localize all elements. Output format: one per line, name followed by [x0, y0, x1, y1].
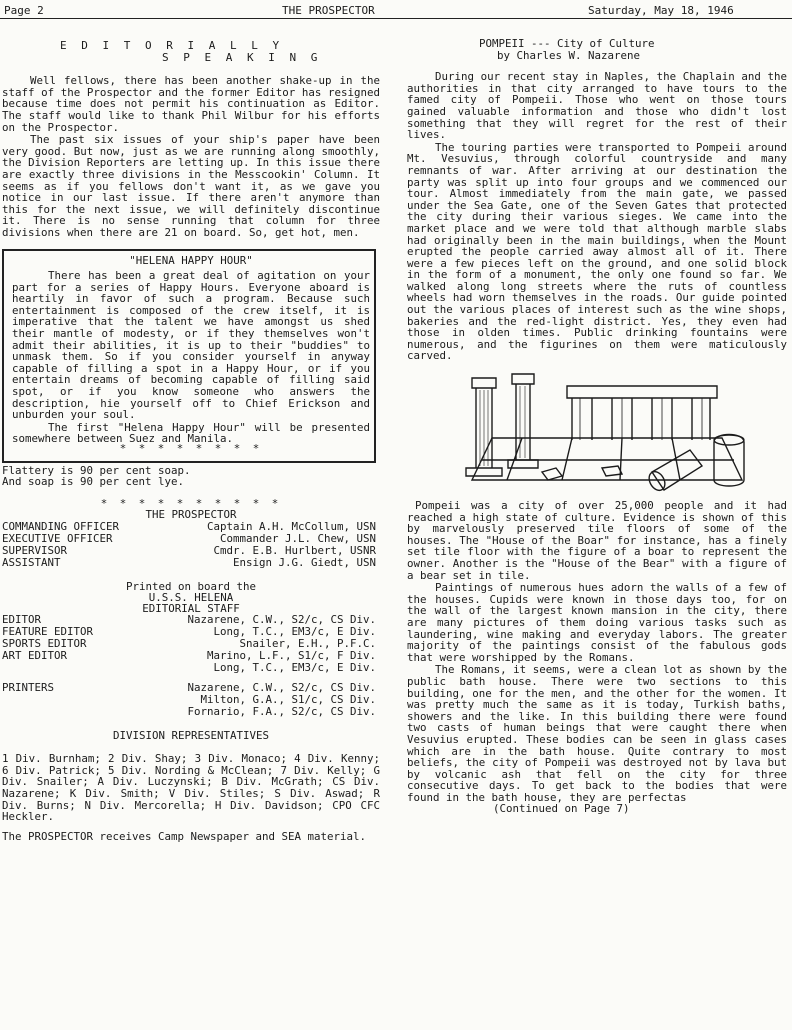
page-header — [0, 2, 792, 19]
staff-row — [2, 650, 380, 662]
staff-name: Long, T.C., EM3/c, E Div. — [213, 660, 376, 674]
officer-role: SUPERVISOR — [2, 543, 68, 557]
pompeii-title: POMPEII --- City of Culture — [479, 37, 655, 50]
editorial-staff-title: EDITORIAL STAFF — [142, 601, 240, 615]
right-column — [407, 38, 787, 815]
officer-name: Ensign J.G. Giedt, USN — [232, 555, 376, 569]
pompeii-paragraph: The Romans, it seems, were a clean lot as shown by the public bath house. There were two sections to this building, one for the men, and the other for the women. It was pretty much the same as it is today, Turkish baths, showers and the like. In this building there were found two casts of human beings that were caught there when Vesuvius erupted. These bodies can be seen in glass cases which are in the bath house. Quite contrary to most beliefs, the city of Pompeii was destroyed not by lava but by volcanic ash that fell on the city for three consecutive days. To get back to the bodies that were found in the bath house, they are perfectas — [407, 663, 787, 804]
separator-stars: * * * * * * * * * * — [100, 496, 282, 510]
editorial-heading-2: S P E A K I N G — [162, 50, 322, 64]
staff-row — [2, 694, 380, 706]
newspaper-title: THE PROSPECTOR — [282, 4, 375, 17]
happy-hour-title: "HELENA HAPPY HOUR" — [129, 253, 253, 267]
pompeii-paragraph: During our recent stay in Naples, the Chaplain and the authorities in that city arranged to have tours to the famed city of Pompeii. Those who went on those tours gained valuable information and those who didn't lost something that they will regret for the rest of their lives. — [407, 70, 787, 142]
staff-role — [2, 694, 122, 706]
staff-row — [2, 662, 380, 674]
staff-role: ART EDITOR — [2, 648, 68, 662]
happy-hour-paragraph: There has been a great deal of agitation on your part for a series of Happy Hours. Everyone aboard is heartily in favor of such a program. Because such entertainment is composed of the crew itself, it is imperative that the talent we have amongst us shed their mantle of modesty, or if they themselves won't admit their abilities, it is up to their "buddies" to unmask them. So if you consider yourself in anyway capable of filling a spot in a Happy Hour, or if you entertain dreams of becoming capable of filling said spot, or if you know someone who answers the description, hie yourself off to Chief Erickson and unburden your soul. — [12, 269, 370, 422]
officer-name: Cmdr. E.B. Hurlbert, USNR — [213, 543, 376, 557]
officer-name: Captain A.H. McCollum, USN — [206, 519, 376, 533]
pompeii-paragraph: The touring parties were transported to Pompeii around Mt. Vesuvius, through colorful countryside and many remnants of war. After arriving at our destination the party was split up into four groups and we commenced our tour. Almost immediately from the main gate, we passed under the Sea Gate, one of the Seven Gates that protected the city during their various sieges. We came into the market place and we were told that although marble slabs had originally been in the main buildings, when the Mount erupted the people carried away almost all of it. There were a few pieces left on the ground, and one solid block in the form of a monument, the only one found so far. We walked along long streets where the ruts of countless wheels had worn themselves in the roads. Our guide pointed out the various places of interest such as the wine shops, bakeries and the red-light district. Yes, they even had those in olden times. Public drinking fountains were numerous, and the figurines on them were maticulously carved. — [407, 140, 787, 363]
staff-role — [2, 662, 122, 674]
staff-role: EDITOR — [2, 612, 42, 626]
masthead-footer: The PROSPECTOR receives Camp Newspaper and SEA material. — [2, 829, 367, 843]
staff-role: SPORTS EDITOR — [2, 636, 87, 650]
filler-line: Flattery is 90 per cent soap. — [2, 463, 191, 477]
editorial-paragraph: The past six issues of your ship's paper have been very good. But now, just as we are running along smoothly, the Division Reporters are letting up. In this issue there are exactly three divisions in the Messcookin' Column. It seems as if you fellows don't want it, as we gave you notice in our last issue. If there aren't anymore than this for the next issue, we will definitely discontinue it. There is no sense running that column for three divisions when there are 21 on board. So, get hot, men. — [2, 133, 380, 239]
staff-role — [2, 706, 122, 718]
officer-role: EXECUTIVE OFFICER — [2, 531, 113, 545]
printed-on-label: Printed on board the — [125, 579, 256, 593]
pompeii-paragraph: Pompeii was a city of over 25,000 people and it had reached a high state of culture. Evidence is shown of this by marvelously preserved tile floors of some of the houses. The "House of the Boar" for instance, has a finely set tile floor with the figure of a boar to represent the owner. Another is the "House of the Bear" with a figure of a bear set in tile. — [407, 499, 787, 582]
staff-list — [2, 614, 380, 718]
officer-role: ASSISTANT — [2, 555, 61, 569]
masthead-title: THE PROSPECTOR — [145, 508, 237, 522]
left-column — [2, 40, 380, 842]
division-reps-title: DIVISION REPRESENTATIVES — [112, 728, 269, 742]
staff-name: Snailer, E.H., P.F.C. — [239, 636, 376, 650]
happy-hour-box — [2, 249, 376, 463]
pompeii-paragraph: Paintings of numerous hues adorn the walls of a few of the houses. Cupids were known in those days too, for on the wall of the largest known mansion in the city, there are many pictures of them doing various tasks such as laundering, wine making and everyday labors. The greater majority of the paintings consist of the fabulous gods that were worshipped by the Romans. — [407, 581, 787, 664]
staff-row — [2, 614, 380, 626]
staff-name: Milton, G.A., S1/c, CS Div. — [200, 692, 376, 706]
happy-hour-paragraph: The first "Helena Happy Hour" will be presented somewhere between Suez and Manila. — [12, 420, 370, 446]
division-reps-list: 1 Div. Burnham; 2 Div. Shay; 3 Div. Monaco; 4 Div. Kenny; 6 Div. Patrick; 5 Div. Nording & McClean; 7 Div. Kelly; G Div. Snailer; A Div. Luczynski; B Div. McGrath; CS Div. Nazarene; K Div. Smith; V Div. Stiles; S Div. Aswad; R Div. Burns; N Div. Mercorella; H Div. Davidson; CPO CFC Heckler. — [2, 752, 380, 824]
staff-name: Nazarene, C.W., S2/c, CS Div. — [187, 680, 376, 694]
ship-name: U.S.S. HELENA — [148, 590, 234, 604]
staff-role: FEATURE EDITOR — [2, 624, 94, 638]
filler-line: And soap is 90 per cent lye. — [2, 475, 185, 489]
editorial-heading-1: E D I T O R I A L L Y — [60, 39, 284, 52]
pompeii-ruins-illustration — [452, 368, 752, 498]
staff-name: Nazarene, C.W., S2/c, CS Div. — [187, 612, 376, 626]
officer-role: COMMANDING OFFICER — [2, 519, 120, 533]
page-number: Page 2 — [4, 4, 44, 17]
box-stars: * * * * * * * * — [119, 442, 263, 455]
staff-row — [2, 638, 380, 650]
staff-role: PRINTERS — [2, 680, 55, 694]
editorial-paragraph: Well fellows, there has been another shake-up in the staff of the Prospector and the former Editor has resigned because time does not permit his continuation as Editor. The staff would like to thank Phil Wilbur for his efforts on the Prospector. — [2, 74, 380, 134]
officer-row — [2, 557, 380, 569]
staff-name: Fornario, F.A., S2/c, CS Div. — [187, 704, 376, 718]
staff-row — [2, 682, 380, 694]
officer-list — [2, 521, 380, 569]
staff-name: Long, T.C., EM3/c, E Div. — [213, 624, 376, 638]
staff-row — [2, 706, 380, 718]
issue-date: Saturday, May 18, 1946 — [588, 4, 734, 17]
continued-note: (Continued on Page 7) — [493, 802, 630, 816]
pompeii-byline: by Charles W. Nazarene — [497, 48, 641, 62]
staff-row — [2, 626, 380, 638]
officer-name: Commander J.L. Chew, USN — [219, 531, 376, 545]
staff-name: Marino, L.F., S1/c, F Div. — [206, 648, 376, 662]
